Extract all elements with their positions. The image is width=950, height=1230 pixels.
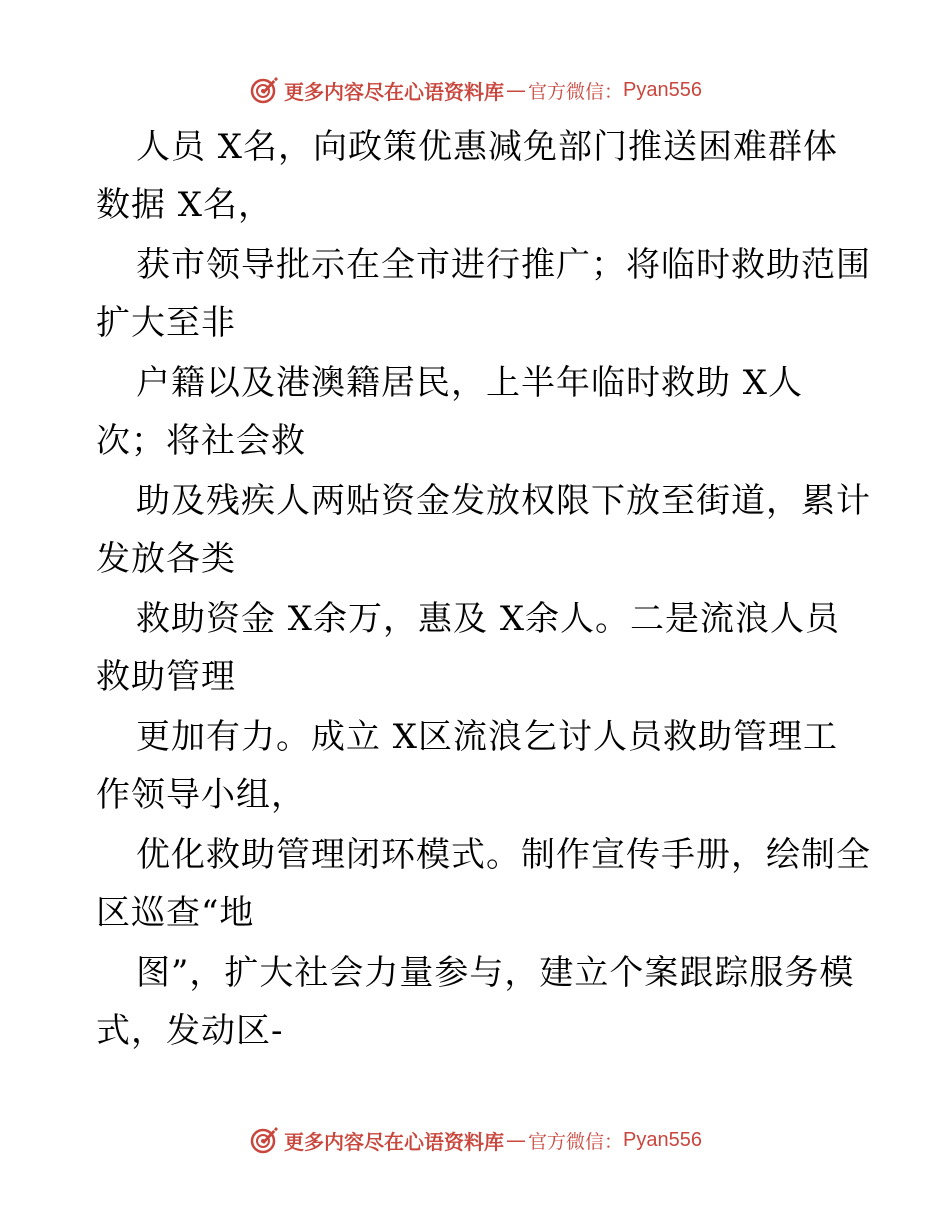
body-line: 区巡查“地 — [96, 893, 255, 933]
body-line: 式，发动区- — [96, 1011, 284, 1051]
body-line: 救助管理 — [96, 657, 236, 697]
body-line: 助及残疾人两贴资金发放权限下放至街道，累计 — [136, 481, 871, 521]
body-line: 户籍以及港澳籍居民，上半年临时救助 X人 — [136, 363, 804, 403]
body-line: 作领导小组， — [96, 775, 306, 815]
body-line: 发放各类 — [96, 539, 236, 579]
body-line: 人员 X名，向政策优惠减免部门推送困难群体 — [136, 127, 839, 167]
header-wechat-id: Pyan556 — [623, 78, 702, 101]
footer-banner — [0, 1120, 950, 1160]
brand-logo-icon — [248, 74, 280, 106]
body-line: 获市领导批示在全市进行推广；将临时救助范围 — [136, 245, 871, 285]
body-line: 救助资金 X余万，惠及 X余人。二是流浪人员 — [136, 599, 841, 639]
footer-separator: — — [506, 1128, 526, 1152]
body-line: 优化救助管理闭环模式。制作宣传手册，绘制全 — [136, 835, 871, 875]
body-line: 扩大至非 — [96, 303, 236, 343]
header-separator: — — [506, 78, 526, 102]
body-line: 图”，扩大社会力量参与，建立个案跟踪服务模 — [136, 953, 855, 993]
footer-brand-text: 更多内容尽在心语资料库 — [284, 1129, 504, 1154]
header-brand-text: 更多内容尽在心语资料库 — [284, 79, 504, 104]
body-line: 数据 X名， — [96, 185, 274, 225]
brand-logo-icon — [248, 1124, 280, 1156]
header-banner — [0, 70, 950, 110]
footer-wechat-id: Pyan556 — [623, 1128, 702, 1151]
header-wechat-label: 官方微信： — [528, 80, 624, 103]
body-line: 次；将社会救 — [96, 421, 306, 461]
body-line: 更加有力。成立 X区流浪乞讨人员救助管理工 — [136, 717, 839, 757]
footer-wechat-label: 官方微信： — [528, 1130, 624, 1153]
